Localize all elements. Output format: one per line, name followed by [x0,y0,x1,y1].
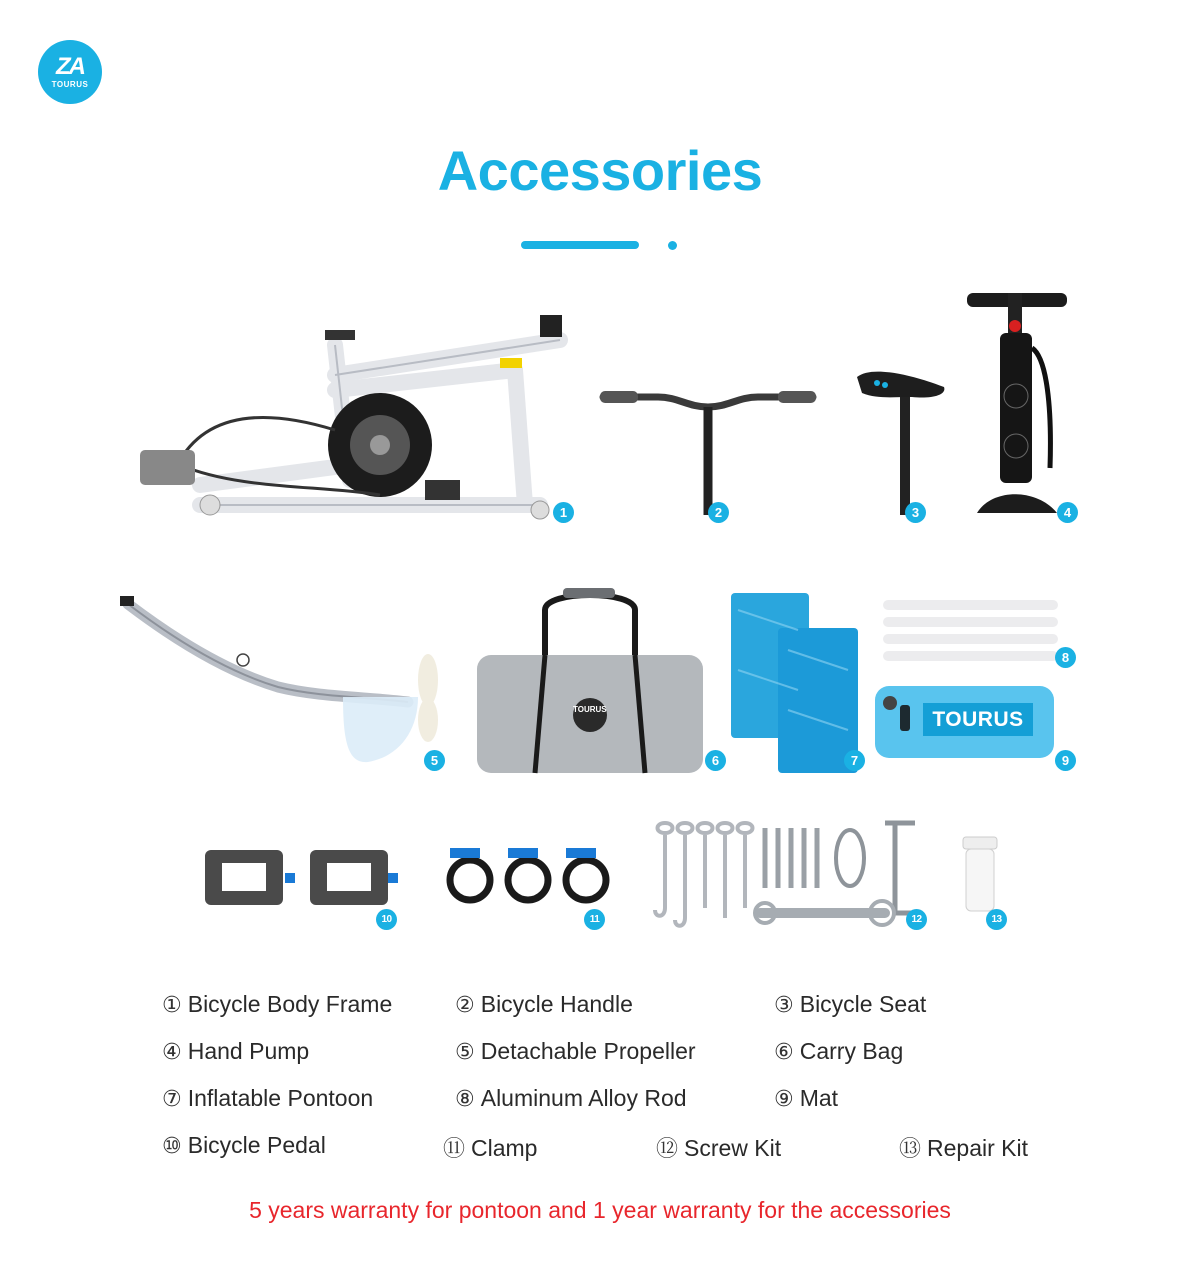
legend-item-1 [162,991,392,1018]
legend-label-2: Bicycle Handle [480,991,633,1017]
legend-num-5: ⑤ [455,1040,475,1065]
legend-num-2: ② [455,993,475,1018]
item-badge-4: 4 [1057,502,1078,523]
legend-item-3 [774,991,926,1018]
legend-num-10: ⑩ [162,1134,182,1159]
item-badge-12: 12 [906,909,927,930]
legend-label-1: Bicycle Body Frame [187,991,393,1017]
bag-logo-text: TOURUS [573,705,607,714]
legend-num-9: ⑨ [774,1087,794,1112]
legend-label-6: Carry Bag [799,1038,904,1064]
item-badge-2: 2 [708,502,729,523]
screw-kit-image [650,818,930,938]
legend-item-2 [455,991,633,1018]
bicycle-pedal-image [200,845,400,910]
item-badge-5: 5 [424,750,445,771]
legend-label-7: Inflatable Pontoon [187,1085,374,1111]
legend-label-9: Mat [799,1085,839,1111]
logo-text: TOURUS [51,79,89,89]
aluminum-alloy-rod-image [880,597,1060,667]
item-badge-1: 1 [553,502,574,523]
item-badge-6: 6 [705,750,726,771]
page-title: Accessories [437,139,763,202]
legend-item-7 [162,1085,373,1112]
mat-brand-label: TOURUS [923,703,1033,736]
legend-label-3: Bicycle Seat [799,991,927,1017]
logo-mark: ZA [56,52,84,80]
legend-item-5 [455,1038,696,1065]
item-badge-13: 13 [986,909,1007,930]
item-badge-9: 9 [1055,750,1076,771]
item-badge-7: 7 [844,750,865,771]
legend-num-13: ⑬ [899,1137,922,1162]
hand-pump-image [962,288,1072,523]
legend-num-4: ④ [162,1040,182,1065]
legend-num-6: ⑥ [774,1040,794,1065]
item-badge-3: 3 [905,502,926,523]
legend-label-4: Hand Pump [187,1038,310,1064]
legend-item-12 [656,1132,781,1163]
carry-bag-image [475,585,705,775]
bicycle-handle-image [598,385,818,525]
legend-label-13: Repair Kit [927,1135,1028,1161]
clamp-image [440,840,620,915]
legend-num-12: ⑫ [656,1137,679,1162]
legend-item-9 [774,1085,838,1112]
detachable-propeller-image [118,592,458,772]
legend-num-11: ⑪ [443,1137,466,1162]
legend-item-8 [455,1085,687,1112]
legend-label-11: Clamp [471,1135,538,1161]
bicycle-seat-image [852,365,952,525]
legend-num-3: ③ [774,993,794,1018]
item-badge-11: 11 [584,909,605,930]
legend-label-8: Aluminum Alloy Rod [480,1085,687,1111]
legend-label-12: Screw Kit [684,1135,782,1161]
legend-item-10 [162,1132,326,1159]
legend-label-10: Bicycle Pedal [187,1132,326,1158]
legend-item-4 [162,1038,309,1065]
legend-num-1: ① [162,993,182,1018]
legend-item-11 [443,1132,537,1163]
title-underline-dot [668,241,677,250]
warranty-note: 5 years warranty for pontoon and 1 year warranty for the accessories [249,1197,951,1223]
legend-num-8: ⑧ [455,1087,475,1112]
legend-label-5: Detachable Propeller [480,1038,696,1064]
legend-item-13 [899,1132,1028,1163]
title-underline-bar [521,241,639,249]
repair-kit-image [960,835,1000,915]
legend-item-6 [774,1038,903,1065]
legend-num-7: ⑦ [162,1087,182,1112]
brand-logo [38,40,102,104]
bicycle-body-frame-image [120,300,590,530]
inflatable-pontoon-image [728,590,863,775]
item-badge-8: 8 [1055,647,1076,668]
item-badge-10: 10 [376,909,397,930]
